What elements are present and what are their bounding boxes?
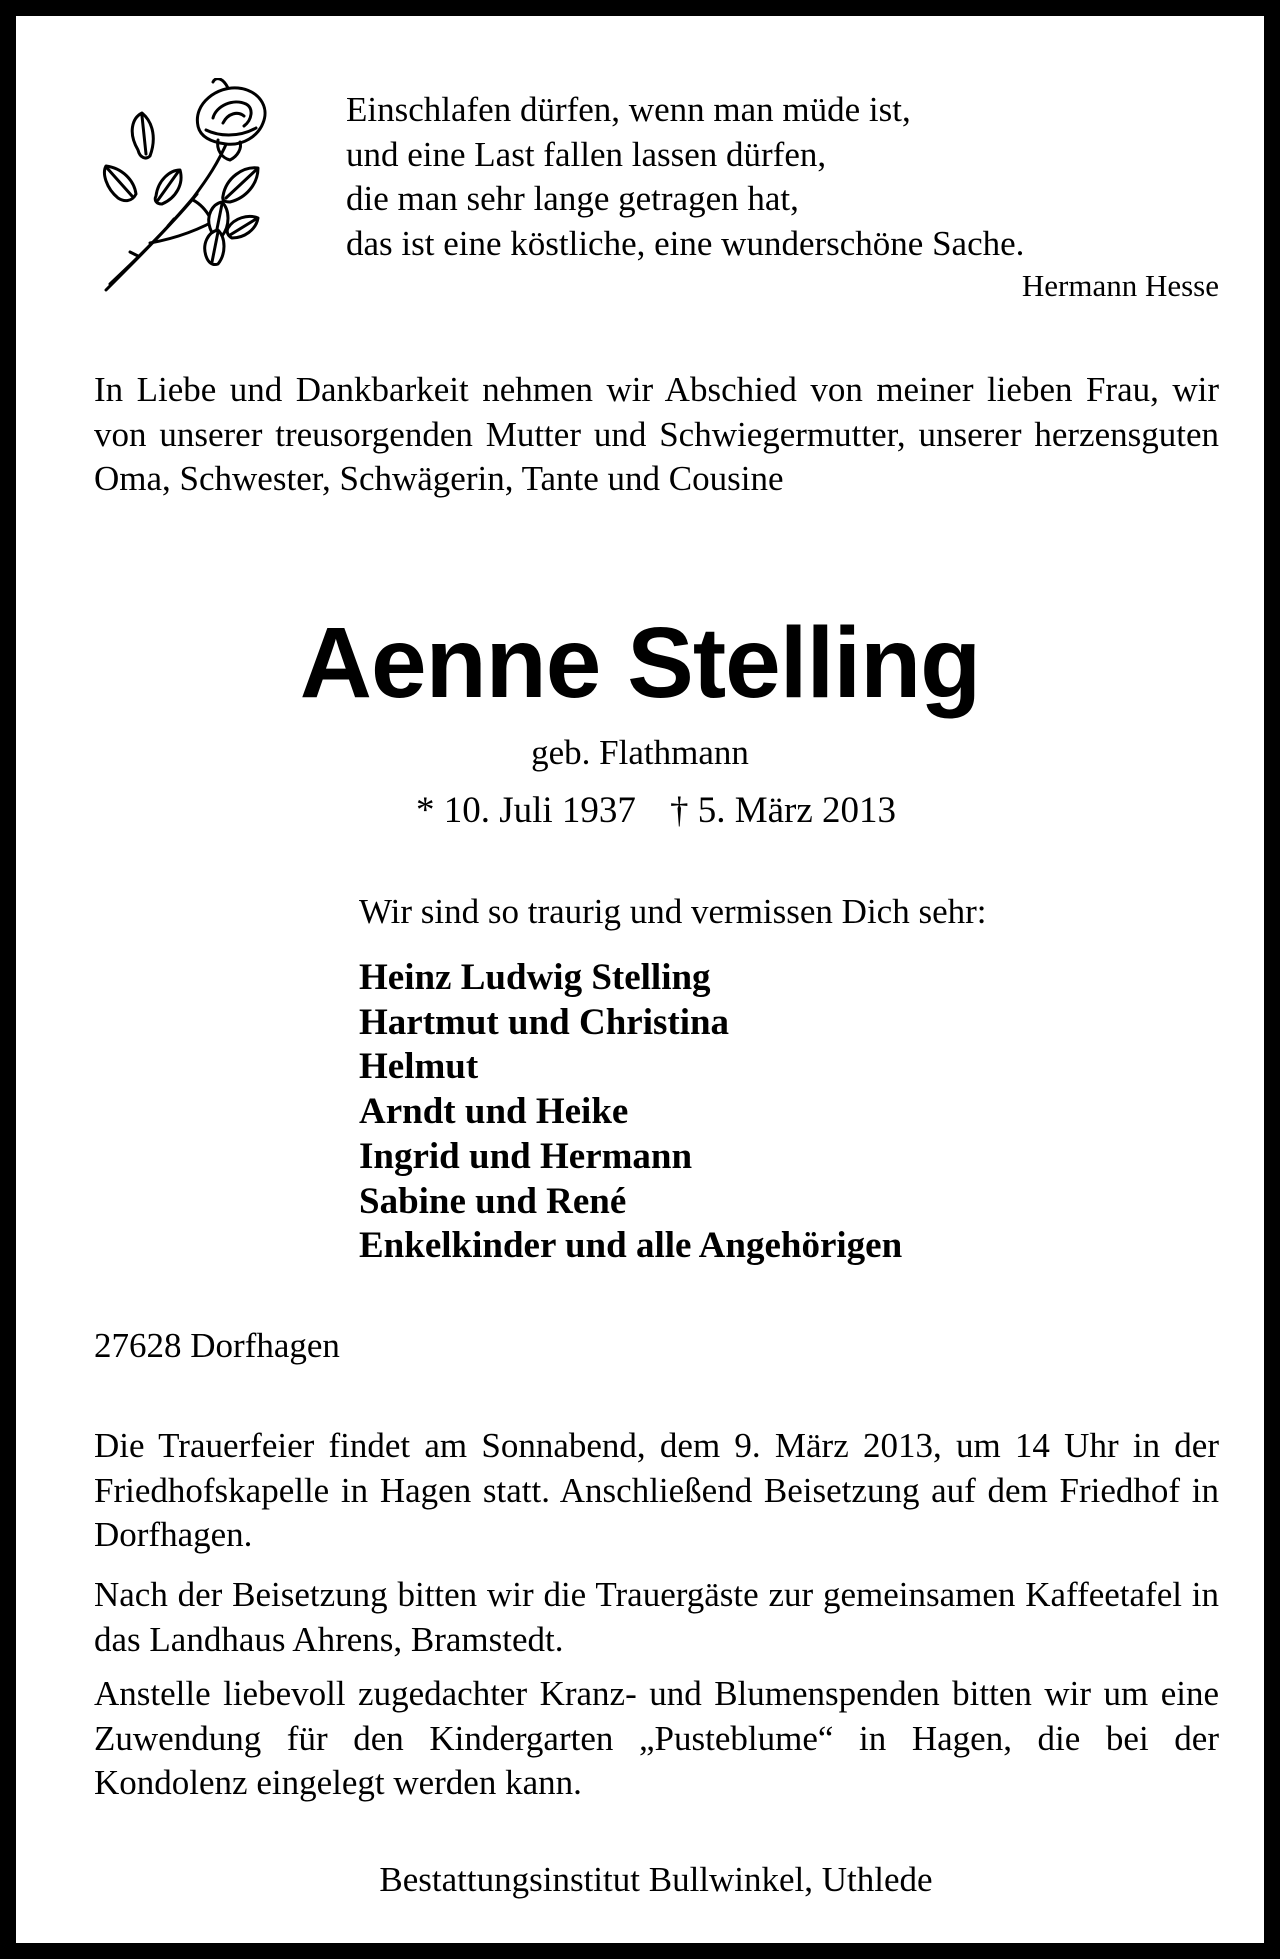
place: 27628 Dorfhagen bbox=[94, 1326, 340, 1365]
mourners-intro: Wir sind so traurig und vermissen Dich sehr: bbox=[359, 892, 987, 931]
death-date: † 5. März 2013 bbox=[669, 790, 897, 831]
mourner-name: Helmut bbox=[359, 1046, 479, 1088]
mourner-name: Heinz Ludwig Stelling bbox=[359, 957, 711, 998]
poem-line: das ist eine köstliche, eine wunderschöne Sache. bbox=[346, 223, 1025, 263]
reception-notice: Nach der Beisetzung bitten wir die Trauergäste zur gemeinsamen Kaffeetafel in das Landhaus Ahrens, Bramstedt. bbox=[94, 1575, 1219, 1659]
life-dates bbox=[16, 788, 1280, 834]
poem-author: Hermann Hesse bbox=[1021, 268, 1219, 303]
poem-line: und eine Last fallen lassen dürfen, bbox=[346, 134, 827, 174]
poem-line: Einschlafen dürfen, wenn man müde ist, bbox=[346, 90, 911, 129]
funeral-notice: Die Trauerfeier findet am Sonnabend, dem 9. März 2013, um 14 Uhr in der Friedhofskapelle in Hagen statt. Anschließend Beisetzung auf dem Friedhof in Dorfhagen. bbox=[94, 1426, 1219, 1554]
mourner-name: Sabine und René bbox=[359, 1180, 627, 1222]
birth-date: * 10. Juli 1937 bbox=[415, 790, 636, 831]
poem-line: die man sehr lange getragen hat, bbox=[346, 179, 799, 218]
undertaker: Bestattungsinstitut Bullwinkel, Uthlede bbox=[379, 1860, 933, 1899]
mourners-list bbox=[359, 956, 1219, 1269]
poem bbox=[346, 88, 1219, 306]
deceased-name: Aenne Stelling bbox=[299, 607, 981, 719]
farewell-intro: In Liebe und Dankbarkeit nehmen wir Abschied von meiner lieben Frau, wir von unserer treusorgenden Mutter und Schwiegermutter, unserer herzensguten Oma, Schwester, Schwägerin, Tante und Cousine bbox=[94, 370, 1219, 498]
rose-icon bbox=[98, 78, 298, 298]
mourner-name: Hartmut und Christina bbox=[359, 1001, 730, 1043]
birth-name: geb. Flathmann bbox=[531, 733, 749, 772]
mourner-name: Enkelkinder und alle Angehörigen bbox=[359, 1225, 903, 1267]
mourner-name: Arndt und Heike bbox=[359, 1091, 629, 1133]
mourner-name: Ingrid und Hermann bbox=[359, 1135, 693, 1177]
donation-notice: Anstelle liebevoll zugedachter Kranz- und Blumenspenden bitten wir um eine Zuwendung für den Kindergarten „Pusteblume“ in Hagen, die bei der Kondolenz eingelegt werden kann. bbox=[94, 1674, 1219, 1802]
